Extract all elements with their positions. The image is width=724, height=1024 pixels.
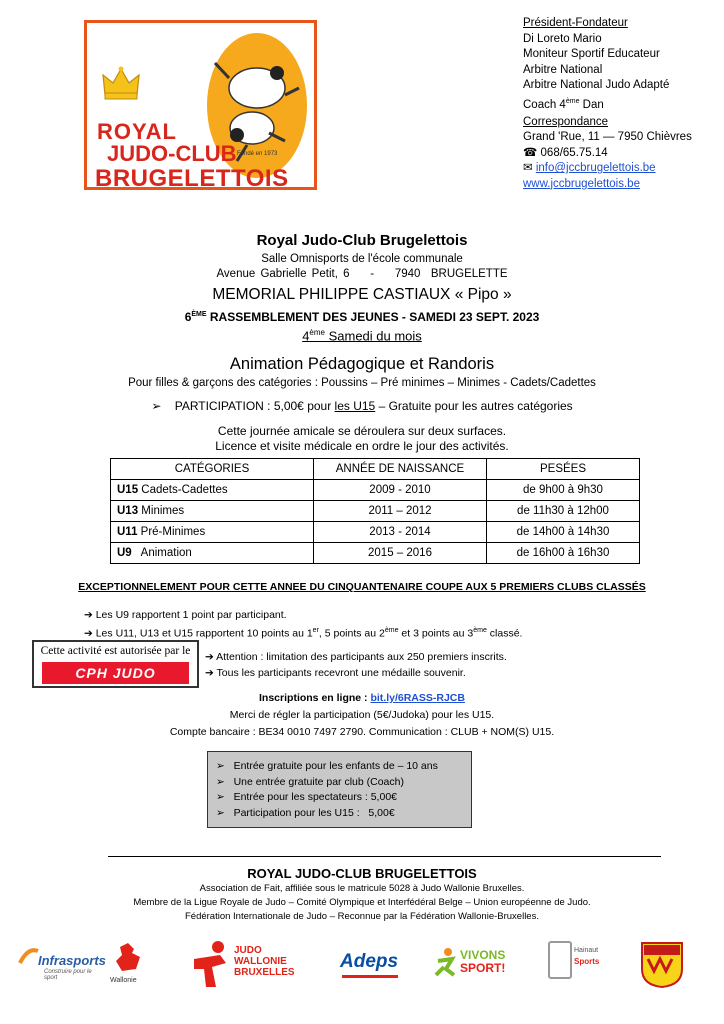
table-row: U13 Minimes 2011 – 2012 de 11h30 à 12h00 bbox=[111, 501, 640, 522]
footer-text: Association de Fait, affiliée sous le matricule 5028 à Judo Wallonie Bruxelles. Membre de la Ligue Royale de Judo – Comité Olympique et Interfédéral Belge – Union européenne de Judo. Fédération Internationale de Judo – Reconnue par la Fédération Wallonie-Bruxelles. bbox=[133, 883, 591, 922]
arrow-bullet-icon: ➢ bbox=[216, 806, 234, 819]
email-line bbox=[523, 161, 713, 177]
footer-divider bbox=[108, 856, 661, 857]
venue-name: Salle Omnisports de l'école communale bbox=[261, 253, 463, 265]
club-title: Royal Judo-Club Brugelettois bbox=[256, 232, 468, 249]
website-link[interactable]: www.jccbrugelettois.be bbox=[523, 177, 640, 190]
inscription-link[interactable]: bit.ly/6RASS-RJCB bbox=[370, 692, 465, 704]
table-header: PESÉES bbox=[487, 459, 640, 480]
judo-wallonie-bruxelles-logo: JUDO WALLONIE BRUXELLES bbox=[190, 935, 310, 995]
categories-table bbox=[110, 458, 640, 564]
list-item: ➔ Les U9 rapportent 1 point par participant. bbox=[84, 609, 287, 621]
crown-icon bbox=[101, 65, 141, 101]
wallonie-logo: Wallonie bbox=[106, 935, 150, 995]
runner-icon bbox=[432, 947, 458, 977]
categories-sentence: Pour filles & garçons des catégories : Poussins – Pré minimes – Minimes - Cadets/Cadettes bbox=[128, 377, 596, 389]
table-header-row bbox=[111, 459, 640, 480]
samedi-line: 4ème Samedi du mois bbox=[302, 328, 422, 344]
exceptionnel-heading: EXCEPTIONNELEMENT POUR CETTE ANNEE DU CINQUANTENAIRE COUPE AUX 5 PREMIERS CLUBS CLASSÉS bbox=[78, 581, 646, 593]
table-header: CATÉGORIES bbox=[111, 459, 314, 480]
rooster-icon bbox=[108, 939, 148, 977]
infrasports-swoosh-icon bbox=[18, 945, 40, 967]
rassemblement-line: 6ÈME RASSEMBLEMENT DES JEUNES - SAMEDI 23 SEPT. 2023 bbox=[184, 310, 540, 324]
vivons-sport-logo: VIVONS SPORT! bbox=[432, 935, 522, 995]
memorial-title: MEMORIAL PHILIPPE CASTIAUX « Pipo » bbox=[212, 286, 512, 303]
list-item: ➢ Entrée gratuite pour les enfants de – 10 ans bbox=[216, 760, 438, 772]
phone-line: ☎ 068/65.75.14 bbox=[523, 146, 608, 159]
president-line: Moniteur Sportif Educateur bbox=[523, 48, 660, 60]
cph-authorization-badge bbox=[32, 640, 199, 703]
logo-judo-club-text: JUDO-CLUB bbox=[107, 141, 237, 166]
president-line: Di Loreto Mario bbox=[523, 32, 602, 45]
table-header: ANNÉE DE NAISSANCE bbox=[314, 459, 487, 480]
address-line: Grand 'Rue, 11 — 7950 Chièvres bbox=[523, 131, 692, 144]
attention-list bbox=[205, 649, 507, 681]
table-row: U15 Cadets-Cadettes 2009 - 2010 de 9h00 à 9h30 bbox=[111, 480, 640, 501]
list-item: ➔ Tous les participants recevront une médaille souvenir. bbox=[205, 667, 466, 679]
arrow-bullet-icon: ➢ bbox=[151, 399, 175, 413]
list-item: ➢ Participation pour les U15 : 5,00€ bbox=[216, 806, 395, 819]
table-row: U9 Animation 2015 – 2016 de 16h00 à 16h30 bbox=[111, 543, 640, 564]
logo-royal-text: ROYAL bbox=[97, 119, 177, 144]
list-item: ➢ Une entrée gratuite par club (Coach) bbox=[216, 775, 404, 788]
right-arrow-icon: ➔ bbox=[84, 627, 96, 640]
adeps-logo: Adeps bbox=[332, 935, 412, 995]
rules-list bbox=[84, 607, 522, 642]
brugelette-shield-logo bbox=[640, 935, 684, 995]
list-item: ➔ Les U11, U13 et U15 rapportent 10 points au 1er, 5 points au 2ème et 3 points au 3ème classé. bbox=[84, 627, 523, 640]
infrasports-logo: Infrasports Construire pour le sport bbox=[14, 935, 104, 995]
club-logo bbox=[84, 20, 317, 190]
inscriptions-block: Inscriptions en ligne : bit.ly/6RASS-RJCB Merci de régler la participation (5€/Judoka) pour les U15. Compte bancaire : BE34 0010 7497 2790. Communication : CLUB + NOM(S) U15. bbox=[0, 690, 724, 741]
participation-line: ➢ PARTICIPATION : 5,00€ pour les U15 – Gratuite pour les autres catégories bbox=[151, 399, 573, 413]
arrow-bullet-icon: ➢ bbox=[216, 791, 234, 803]
table-row: U11 Pré-Minimes 2013 - 2014 de 14h00 à 14h30 bbox=[111, 522, 640, 543]
cph-authorization-text: Cette activité est autorisée par le bbox=[40, 645, 191, 657]
arrow-bullet-icon: ➢ bbox=[216, 775, 234, 788]
logo-brugelettois-text: BRUGELETTOIS bbox=[95, 165, 289, 192]
payment-note: Merci de régler la participation (5€/Judoka) pour les U15. bbox=[229, 709, 495, 721]
header-contact-block bbox=[523, 16, 713, 192]
venue-address: Avenue Gabrielle Petit, 6 - 7940 BRUGELETTE bbox=[216, 268, 508, 280]
arrow-bullet-icon: ➢ bbox=[216, 760, 234, 772]
coach-line: Coach 4ème Dan bbox=[523, 97, 604, 111]
list-item: ➔ Attention : limitation des participants aux 250 premiers inscrits. bbox=[205, 651, 507, 663]
cph-judo-hainaut-label: CPH JUDO HAINAUT bbox=[42, 662, 189, 684]
animation-title: Animation Pédagogique et Randoris bbox=[229, 355, 495, 373]
entry-fees-box bbox=[207, 751, 472, 828]
email-link[interactable]: info@jccbrugelettois.be bbox=[535, 162, 656, 175]
right-arrow-icon: ➔ bbox=[205, 667, 217, 679]
journee-text: Cette journée amicale se déroulera sur deux surfaces. Licence et visite médicale en ordre le jour des activités. bbox=[215, 424, 509, 453]
president-line: Arbitre National bbox=[523, 63, 603, 76]
phone-icon: ☎ bbox=[523, 146, 541, 159]
hainaut-sports-logo: Hainaut Sports bbox=[546, 935, 618, 995]
president-line: Arbitre National Judo Adapté bbox=[523, 79, 670, 91]
right-arrow-icon: ➔ bbox=[84, 609, 96, 621]
envelope-icon: ✉ bbox=[523, 162, 536, 175]
list-item: ➢ Entrée pour les spectateurs : 5,00€ bbox=[216, 791, 397, 803]
coat-of-arms-icon bbox=[640, 941, 684, 989]
president-label: Président-Fondateur bbox=[523, 17, 628, 29]
footer-title: ROYAL JUDO-CLUB BRUGELETTOIS bbox=[247, 866, 477, 881]
hainaut-emblem-icon bbox=[548, 941, 572, 979]
right-arrow-icon: ➔ bbox=[205, 651, 217, 663]
logo-founded-text: Fondé en 1973 bbox=[237, 151, 278, 157]
correspondance-label: Correspondance bbox=[523, 115, 609, 128]
judoka-red-icon bbox=[190, 939, 230, 991]
bank-account-note: Compte bancaire : BE34 0010 7497 2790. Communication : CLUB + NOM(S) U15. bbox=[169, 726, 555, 738]
